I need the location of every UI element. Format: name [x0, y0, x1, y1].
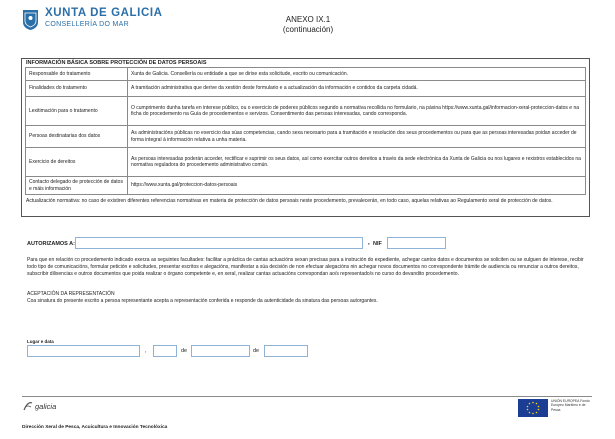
row-label: Exercicio de dereitos	[26, 148, 128, 177]
de-separator-2: de	[253, 348, 260, 354]
footer-divider	[22, 396, 592, 397]
data-protection-title: INFORMACIÓN BÁSICA SOBRE PROTECCIÓN DE DATOS PERSOAIS	[26, 60, 207, 66]
acceptance-text: Coa sinatura do presente escrito a persoa representante acepta a representación conferida e responde da autenticidade da sinatura das persoas autorgantes.	[27, 298, 378, 304]
annex-subtitle: (continuación)	[282, 25, 334, 34]
nif-input[interactable]	[387, 237, 446, 249]
data-protection-table	[25, 67, 586, 195]
authorize-label: AUTORIZAMOS A:	[27, 241, 75, 247]
table-row	[26, 68, 586, 81]
galicia-brand: galicia	[35, 402, 57, 411]
annex-heading	[250, 15, 366, 35]
place-comma: ,	[145, 348, 147, 354]
normative-update-note: Actualización normativa: no caso de existiren diferentes referencias normativas en materia de protección de datos persoais neste procedemento, prevalecerán, en todo caso, aquelas relativas ao Regulamento xeral de protección de datos.	[26, 198, 553, 204]
table-row	[26, 148, 586, 177]
eu-flag-icon	[518, 399, 548, 417]
de-separator-1: de	[181, 348, 188, 354]
month-input[interactable]	[191, 345, 250, 357]
annex-title: ANEXO IX.1	[285, 15, 331, 24]
row-value: O cumprimento dunha tarefa en interese público, ou o exercicio de poderes públicos segundo a normativa recollida no formulario, na páxina https://www.xunta.gal/informacion-xeral-proteccion-datos e na ficha do procedemento na Guía de procedementos e servizos. Consentimento das persoas interesadas, cando corresponda.	[128, 97, 586, 126]
nif-label: NIF	[373, 241, 382, 247]
row-value: https://www.xunta.gal/proteccion-datos-persoais	[128, 177, 586, 195]
place-input[interactable]	[27, 345, 140, 357]
eu-fund-text: UNIÓN EUROPEA Fondo Europeo Marítimo e de Pesca	[551, 399, 590, 412]
acceptance-title: ACEPTACIÓN DA REPRESENTACIÓN	[27, 291, 115, 297]
row-label: Contacto delegado de protección de datos e máis información	[26, 177, 128, 195]
row-label: Responsable do tratamento	[26, 68, 128, 81]
day-input[interactable]	[153, 345, 177, 357]
place-date-label: Lugar e data	[27, 339, 54, 344]
table-row	[26, 126, 586, 148]
galicia-brand-icon	[22, 400, 34, 412]
row-value: As persoas interesadas poderán acceder, rectificar e suprimir os seus datos, así como exercitar outros dereitos a través da sede electrónica da Xunta de Galicia ou nos lugares e rexistros establecidos na normativa reguladora do procedemento administrativo común.	[128, 148, 586, 177]
org-department: CONSELLERÍA DO MAR	[45, 21, 129, 28]
authorization-text: Para que en relación co procedemento indicado exerza as seguintes facultades: facilitar a práctica de cantas actuacións sexan precisas para a instrución do expediente, achegar cantos datos e documentos se soliciten ou se xulguen de interese, recibir todo tipo de comunicacións, formular petición e solicitudes, presentar escritos e alegacións, manifestar a súa decisión de non efectuar alegacións nin achegar novos documentos no correspondente trámite de audiencia ou renunciar a outros dereitos, subscribir dilixencias e outros documentos que poida realizar o órgano competente e, en xeral, realizar cantas actuacións correspondan ao/s representado/s no curso do devandito procedemento.	[27, 257, 584, 277]
comma-separator: ,	[368, 240, 370, 246]
row-value: As administracións públicas no exercicio das súas competencias, cando sexa necesario para a tramitación e resolución dos seus procedementos ou para que as persoas interesadas poidan acceder de forma integral á información relativa a unha materia.	[128, 126, 586, 148]
table-row	[26, 81, 586, 97]
row-value: Xunta de Galicia. Consellería ou entidade a que se dirixe esta solicitude, escrito ou comunicación.	[128, 68, 586, 81]
org-name: XUNTA DE GALICIA	[45, 7, 163, 19]
row-label: Lexitimación para o tratamento	[26, 97, 128, 126]
row-label: Finalidades do tratamento	[26, 81, 128, 97]
xunta-shield-logo	[22, 9, 39, 31]
footer-department: Dirección Xeral de Pesca, Acuicultura e Innovación Tecnolóxica	[22, 425, 168, 430]
row-value: A tramitación administrativa que derive da xestión deste formulario e a actualización da información e contidos da carpeta cidadá.	[128, 81, 586, 97]
row-label: Persoas destinatarias dos datos	[26, 126, 128, 148]
authorized-name-input[interactable]	[75, 237, 363, 249]
year-input[interactable]	[264, 345, 308, 357]
table-row	[26, 97, 586, 126]
table-row	[26, 177, 586, 195]
